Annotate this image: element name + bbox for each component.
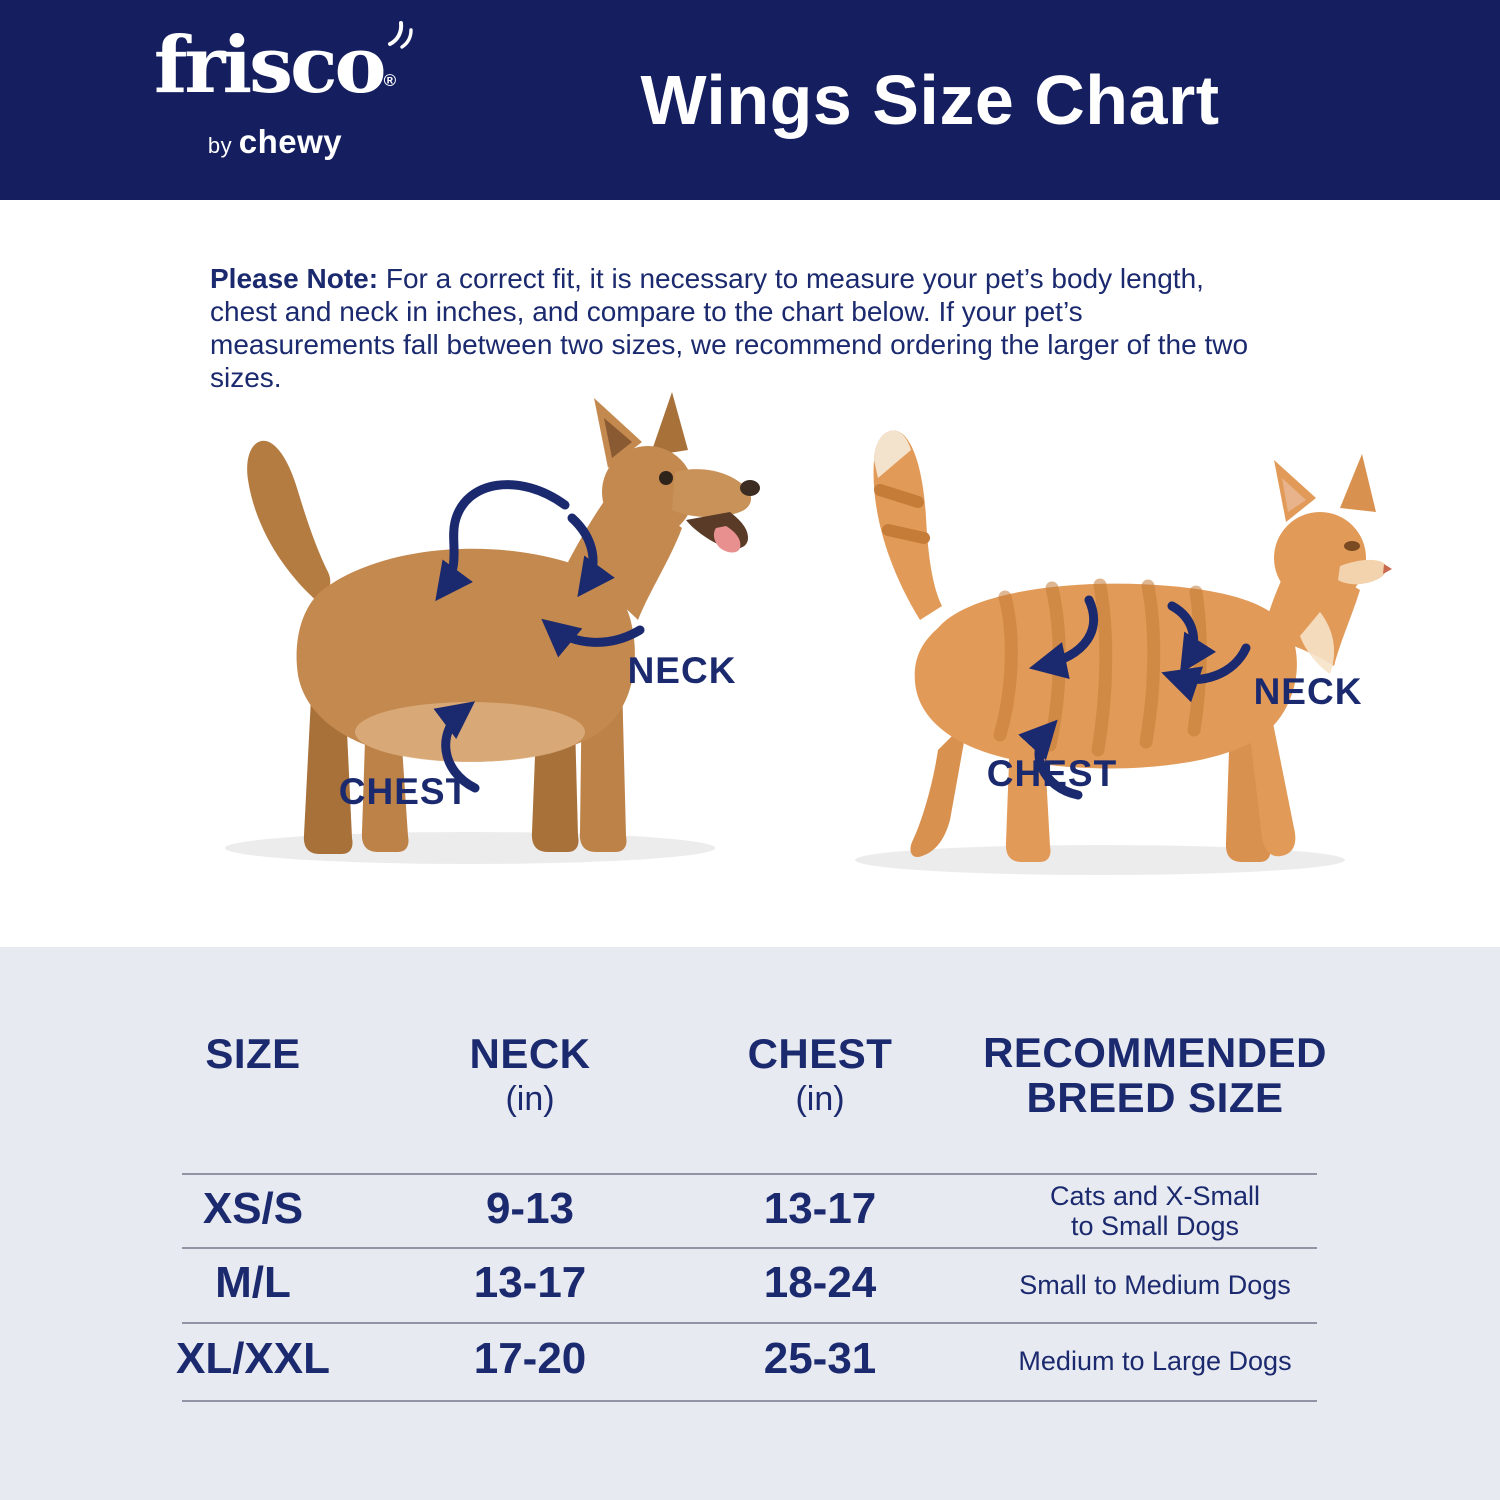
frisco-logo xyxy=(110,20,440,161)
row2-breed: Small to Medium Dogs xyxy=(1019,1270,1291,1300)
logo-swoosh-icon xyxy=(380,18,414,52)
by-chewy-line xyxy=(110,123,440,161)
column-header-neck-unit: (in) xyxy=(505,1080,555,1118)
row1-size: XS/S xyxy=(202,1184,304,1233)
by-text: by xyxy=(207,133,233,158)
row2-size: M/L xyxy=(215,1258,291,1307)
column-header-breed-line2: BREED SIZE xyxy=(1026,1074,1284,1121)
fit-note-text: For a correct fit, it is necessary to measure your pet’s body length, chest and neck in inches, and compare to the chart below. If your pet’s measurements fall between two sizes, we recommend ordering the larger of the two sizes. xyxy=(210,263,1249,393)
row3-chest: 25-31 xyxy=(763,1334,877,1383)
row3-size: XL/XXL xyxy=(175,1334,331,1383)
row1-breed xyxy=(1050,1181,1260,1241)
frisco-wordmark xyxy=(110,20,440,121)
row1-chest: 13-17 xyxy=(763,1184,877,1233)
row3-neck: 17-20 xyxy=(473,1334,587,1383)
row3-breed: Medium to Large Dogs xyxy=(1018,1346,1292,1376)
frisco-brand-text: frisco xyxy=(153,20,384,111)
chewy-wordmark: chewy xyxy=(238,123,343,160)
row1-neck: 9-13 xyxy=(485,1184,575,1233)
column-header-size: SIZE xyxy=(205,1030,301,1077)
registered-mark: ® xyxy=(383,71,397,90)
fit-note xyxy=(210,262,1270,394)
table-divider xyxy=(182,1173,1317,1175)
column-header-neck: NECK xyxy=(469,1030,591,1077)
row2-chest: 18-24 xyxy=(763,1258,877,1307)
page-title: Wings Size Chart xyxy=(640,61,1220,139)
column-header-breed xyxy=(983,1030,1327,1120)
cat-neck-label: NECK xyxy=(1253,671,1363,712)
table-divider xyxy=(182,1247,1317,1249)
dog-neck-label: NECK xyxy=(627,650,737,691)
column-header-chest-unit: (in) xyxy=(795,1080,845,1118)
row1-breed-line1: Cats and X-Small xyxy=(1049,1181,1261,1211)
column-header-chest: CHEST xyxy=(747,1030,893,1077)
table-divider xyxy=(182,1322,1317,1324)
header xyxy=(0,0,1500,200)
column-header-breed-line1: RECOMMENDED xyxy=(983,1029,1327,1076)
dog-chest-label: CHEST xyxy=(338,771,470,812)
cat-illustration xyxy=(800,390,1410,890)
dog-shadow xyxy=(225,832,715,864)
fit-note-label: Please Note: xyxy=(210,263,379,294)
table-divider xyxy=(182,1400,1317,1402)
row2-neck: 13-17 xyxy=(473,1258,587,1307)
cat-chest-label: CHEST xyxy=(986,753,1118,794)
cat-body-shape xyxy=(874,431,1392,862)
dog-body-shape xyxy=(247,392,760,854)
row1-breed-line2: to Small Dogs xyxy=(1070,1211,1240,1241)
